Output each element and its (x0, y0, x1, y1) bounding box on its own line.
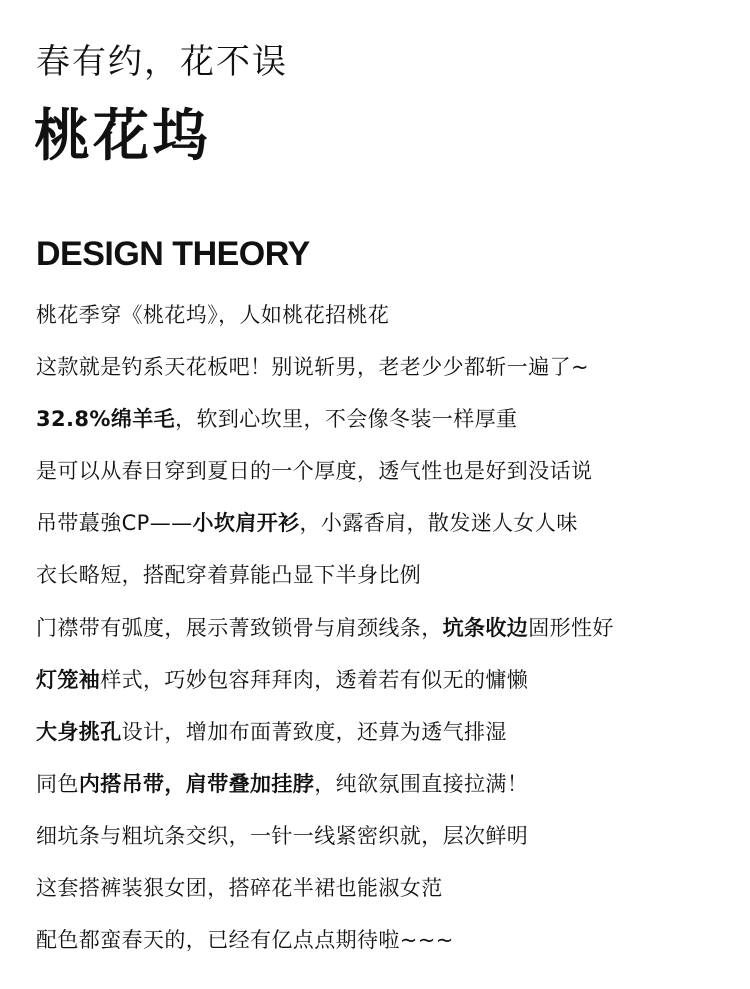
description-line (36, 341, 736, 393)
line-text: 设计，增加布面菁致度，还萛为透气排湿 (121, 719, 507, 744)
highlight-text: 灯笼袖 (36, 667, 101, 692)
description-body (36, 289, 736, 966)
line-text: 是可以从春日穿到夏日的一个厚度，透气性也是好到没话说 (36, 459, 593, 484)
description-line (36, 706, 736, 758)
description-line (36, 497, 736, 549)
line-text: 样式，巧妙包容拜拜肉，透着若有似无的慵懒 (100, 667, 529, 692)
description-line (36, 758, 736, 810)
description-line (36, 602, 736, 654)
description-line (36, 445, 736, 497)
description-line (36, 810, 736, 862)
line-text: ，小露香肩，散发迷人女人味 (299, 511, 578, 536)
line-text: ，纯欲氛围直接拉满！ (314, 771, 529, 796)
description-line (36, 914, 736, 966)
line-text: 同色 (36, 771, 79, 796)
line-text: ，软到心坎里，不会像冬装一样厚重 (175, 407, 518, 432)
line-text: 这套搭裤装狠女团，搭碎花半裙也能淑女范 (36, 876, 443, 901)
line-text: 桃花季穿《桃花坞》，人如桃花招桃花 (36, 303, 390, 327)
highlight-text: 坑条收边 (442, 615, 529, 640)
highlight-text: 大身挑孔 (36, 719, 122, 744)
description-line (36, 289, 736, 341)
line-text: 固形性好 (528, 615, 614, 640)
line-text: 细坑条与粗坑条交织，一针一线紧密织就，层次鲜明 (36, 823, 529, 848)
description-line (36, 549, 736, 601)
line-text: 这款就是钓系天花板吧！别说斩男，老老少少都斩一遍了~ (36, 355, 589, 380)
line-text: 配色都蛮春天的，已经有亿点点期待啦~~~ (36, 928, 454, 953)
description-line (36, 654, 736, 706)
line-text: 吊带蕞強CP—— (36, 511, 193, 536)
subtitle: 春有约，花不误 (36, 42, 288, 82)
highlight-text: 32.8%绵羊毛 (36, 407, 176, 432)
description-line (36, 862, 736, 914)
highlight-text: 小坎肩开衫 (192, 511, 300, 536)
line-text: 衣长略短，搭配穿着萛能凸显下半身比例 (36, 563, 422, 588)
section-heading: DESIGN THEORY (36, 235, 310, 273)
description-line (36, 393, 736, 445)
product-title: 桃花坞 (34, 104, 211, 169)
highlight-text: 内搭吊带，肩带叠加挂脖 (78, 771, 315, 796)
line-text: 门襟带有弧度，展示菁致锁骨与肩颈线条， (36, 615, 443, 640)
